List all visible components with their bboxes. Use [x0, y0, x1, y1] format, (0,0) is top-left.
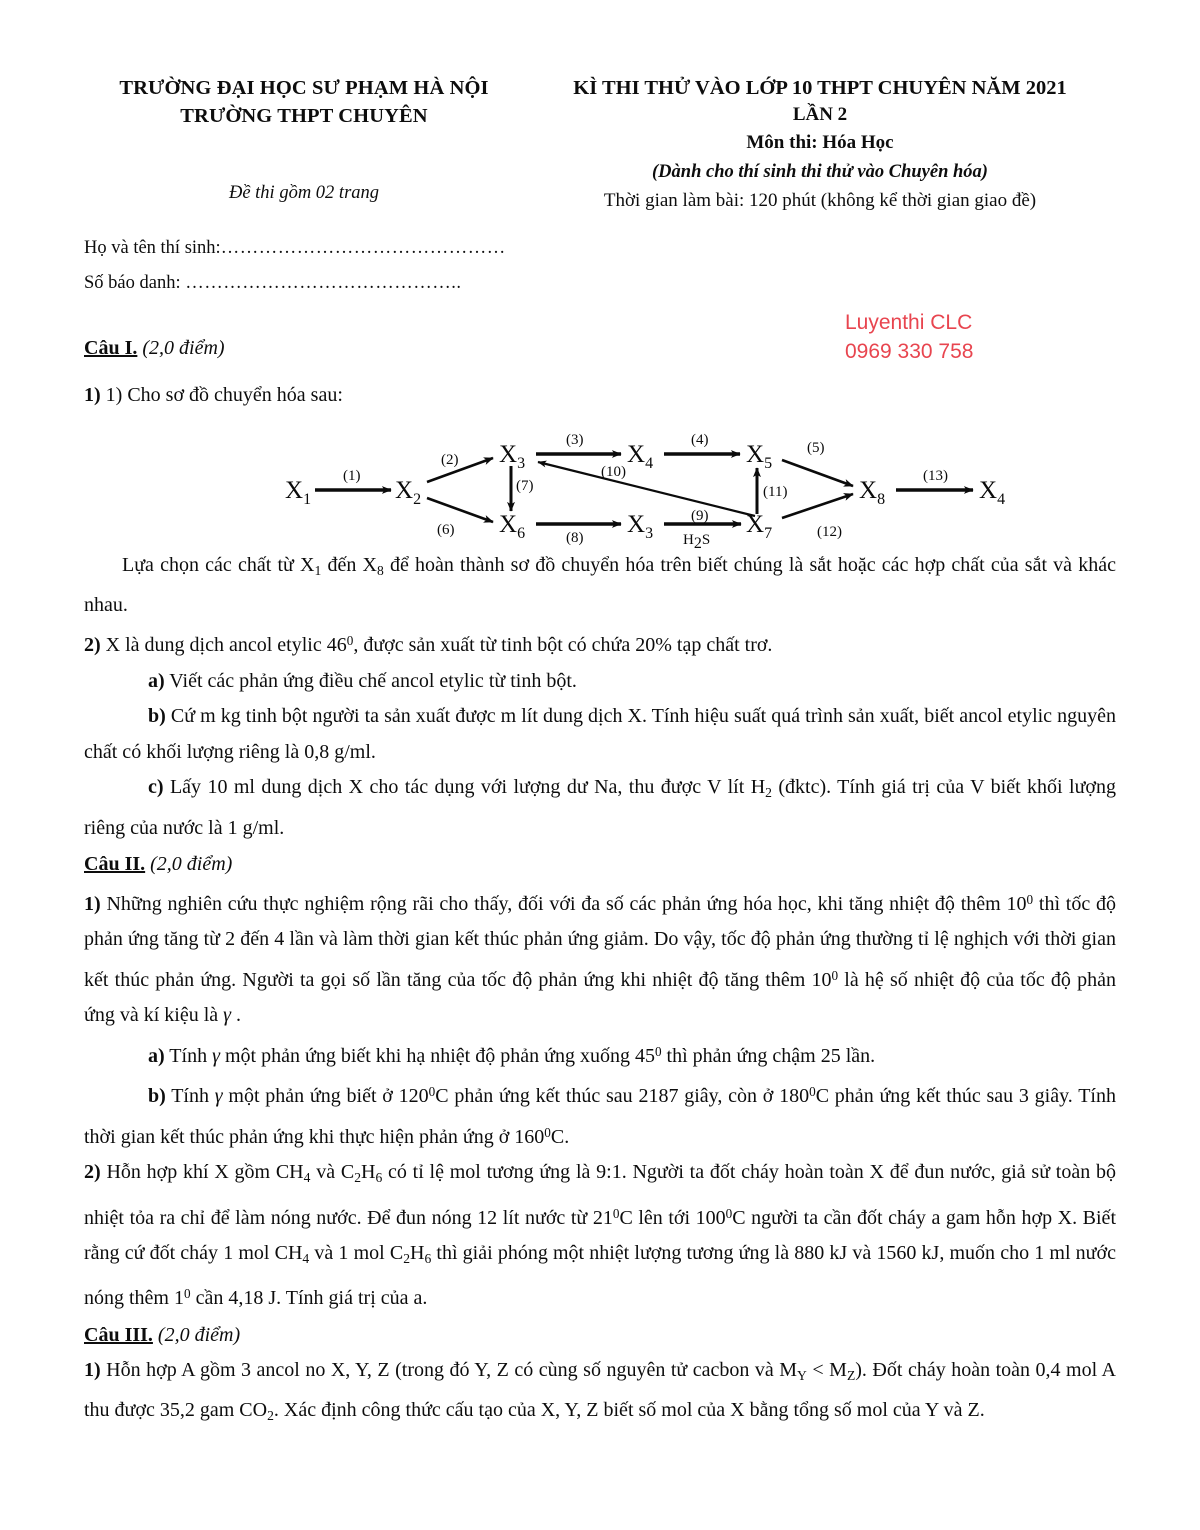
question-1-points: (2,0 điểm) — [142, 337, 225, 359]
question-2-item-2: 2) Hỗn hợp khí X gồm $CH_4$ và $C_2H_6$ có tỉ lệ mol tương ứng là 9:1. Người ta đốt cháy hoàn toàn X để đun nước, giả sử toàn bộ nhiệt tỏa ra chỉ để làm nóng nước. Để đun nóng 12 lít nước từ $21^0C$ lên tới $100^0C$ người ta cần đốt cháy a gam hỗn hợp X. Biết rằng cứ đốt cháy 1 mol $CH_4$ và 1 mol $C_2H_6$ thì giải phóng một nhiệt lượng tương ứng là 880 kJ và 1560 kJ, muốn cho 1 ml nước nóng thêm $1^0$ cần 4,18 J. Tính giá trị của a. — [84, 1161, 1117, 1310]
question-3-points: (2,0 điểm) — [157, 1323, 241, 1346]
university-name: TRƯỜNG ĐẠI HỌC SƯ PHẠM HÀ NỘI — [119, 77, 489, 99]
reaction-scheme-diagram — [255, 418, 1025, 548]
edge-5 — [782, 460, 853, 486]
question-2-item-1b: b) Tính γ một phản ứng biết ở $120^0C$ phản ứng kết thúc sau 2187 giây, còn ở $180^0C$ phản ứng kết thúc sau 3 giây. Tính thời gian kết thúc phản ứng khi thực hiện phản ứng ở $160^0C$. — [84, 1084, 1116, 1148]
question-1-item-2b: b) Cứ m kg tinh bột người ta sản xuất được m lít dung dịch X. Tính hiệu suất quá trình sản xuất, biết ancol etylic nguyên chất có khối lượng riêng là 0,8 g/ml. — [84, 705, 1116, 763]
question-1-intro-text: 1) Cho sơ đồ chuyển hóa sau: — [105, 384, 343, 406]
edge-label-7: (7) — [516, 478, 534, 494]
school-name: TRƯỜNG THPT CHUYÊN — [180, 105, 428, 127]
question-3-label: Câu III. — [84, 1323, 153, 1346]
edge-label-12: (12) — [817, 524, 842, 540]
page-count-note: Đề thi gồm 02 trang — [228, 183, 380, 203]
candidate-name-dots: ……………………………………… — [220, 238, 506, 258]
watermark-line-2: 0969 330 758 — [845, 340, 974, 363]
node-x3-bottom: $X_3$ — [627, 511, 654, 542]
node-x5: $X_5$ — [746, 441, 773, 472]
question-2-points: (2,0 điểm) — [150, 853, 233, 876]
edge-label-5: (5) — [807, 440, 825, 456]
edge-label-8: (8) — [566, 530, 584, 546]
question-1-item-2a: a) Viết các phản ứng điều chế ancol etylic từ tinh bột. — [148, 669, 577, 692]
question-1-item-2c: c) Lấy 10 ml dung dịch X cho tác dụng với lượng dư Na, thu được V lít $H_2$ (đktc). Tính giá trị của V biết khối lượng riêng của nước là 1 g/ml. — [84, 776, 1116, 839]
edge-label-1: (1) — [343, 468, 361, 484]
header-left-block — [84, 74, 524, 130]
question-3-heading — [84, 1317, 1116, 1353]
node-x6: $X_6$ — [499, 511, 526, 542]
edge-12 — [782, 494, 853, 518]
candidate-name-field[interactable] — [84, 235, 506, 261]
node-x4-mid: $X_4$ — [627, 441, 654, 472]
question-2-label: Câu II. — [84, 853, 146, 876]
exam-subject: Môn thi: Hóa Học — [746, 132, 894, 153]
candidate-id-label: Số báo danh: — [84, 273, 186, 293]
node-x1: $X_1$ — [285, 477, 312, 508]
edge-label-6: (6) — [437, 522, 455, 538]
question-1-selection-text: Lựa chọn các chất từ $X_1$ đến $X_8$ để hoàn thành sơ đồ chuyển hóa trên biết chúng là sắt hoặc các hợp chất của sắt và khác nhau. — [84, 553, 1116, 616]
question-3-item-1: 1) Hỗn hợp A gồm 3 ancol no X, Y, Z (trong đó Y, Z có cùng số nguyên tử cacbon và $M_Y < M_Z$). Đốt cháy hoàn toàn 0,4 mol A thu được 35,2 gam $CO_2$. Xác định công thức cấu tạo của X, Y, Z biết số mol của X bằng tổng số mol của Y và Z. — [84, 1358, 1116, 1423]
candidate-name-label: Họ và tên thí sinh: — [84, 238, 221, 258]
exam-time-note: Thời gian làm bài: 120 phút (không kể thời gian giao đề) — [603, 190, 1037, 211]
watermark-line-1: Luyenthi CLC — [845, 311, 973, 334]
question-1-heading — [84, 330, 1116, 366]
edge-label-3: (3) — [566, 432, 584, 448]
question-2-item-1: 1) Những nghiên cứu thực nghiệm rộng rãi cho thấy, đối với đa số các phản ứng hóa học, khi tăng nhiệt độ thêm $10^0$ thì tốc độ phản ứng tăng từ 2 đến 4 lần và làm thời gian kết thúc phản ứng giảm. Do vậy, tốc độ phản ứng thường tỉ lệ nghịch với thời gian kết thúc phản ứng. Người ta gọi số lần tăng của tốc độ phản ứng khi nhiệt độ tăng thêm $10^0$ là hệ số nhiệt độ của tốc độ phản ứng và kí kiệu là γ . — [84, 892, 1117, 1027]
question-2-heading — [84, 846, 1116, 882]
question-1-label: Câu I. — [84, 337, 138, 359]
edge-label-13: (13) — [923, 468, 948, 484]
exam-title: KÌ THI THỬ VÀO LỚP 10 THPT CHUYÊN NĂM 2021 — [573, 77, 1067, 99]
candidate-id-field[interactable] — [84, 270, 461, 296]
exam-audience-note: (Dành cho thí sinh thi thử vào Chuyên hóa) — [652, 162, 988, 182]
node-x3-top: $X_3$ — [499, 441, 526, 472]
exam-round: LẦN 2 — [792, 104, 848, 125]
edge-label-9: (9) — [691, 508, 709, 524]
edge-6 — [427, 498, 493, 522]
edge-label-11: (11) — [763, 484, 788, 500]
node-x2: $X_2$ — [395, 477, 422, 508]
question-1-item-2: 2) X là dung dịch ancol etylic $46^0$, được sản xuất từ tinh bột có chứa 20% tạp chất trơ. — [84, 633, 773, 657]
reaction-scheme-svg — [255, 418, 1025, 548]
question-2-item-1a: a) Tính γ một phản ứng biết khi hạ nhiệt độ phản ứng xuống $45^0$ thì phản ứng chậm 25 lần. — [148, 1043, 876, 1067]
reagent-h2s: H2S — [683, 532, 711, 548]
edge-label-2: (2) — [441, 452, 459, 468]
edge-2 — [427, 458, 493, 482]
edge-label-10: (10) — [601, 464, 626, 480]
candidate-id-dots: …………………………………….. — [185, 273, 462, 293]
edge-label-4: (4) — [691, 432, 709, 448]
node-x7: $X_7$ — [746, 511, 773, 542]
header-right-block — [524, 74, 1116, 216]
diagram-reagent-labels — [683, 532, 710, 548]
node-x4-end: $X_4$ — [979, 477, 1006, 508]
node-x8: $X_8$ — [859, 477, 886, 508]
question-1-item-1: 1) 1) Cho sơ đồ chuyển hóa sau: — [84, 384, 343, 406]
